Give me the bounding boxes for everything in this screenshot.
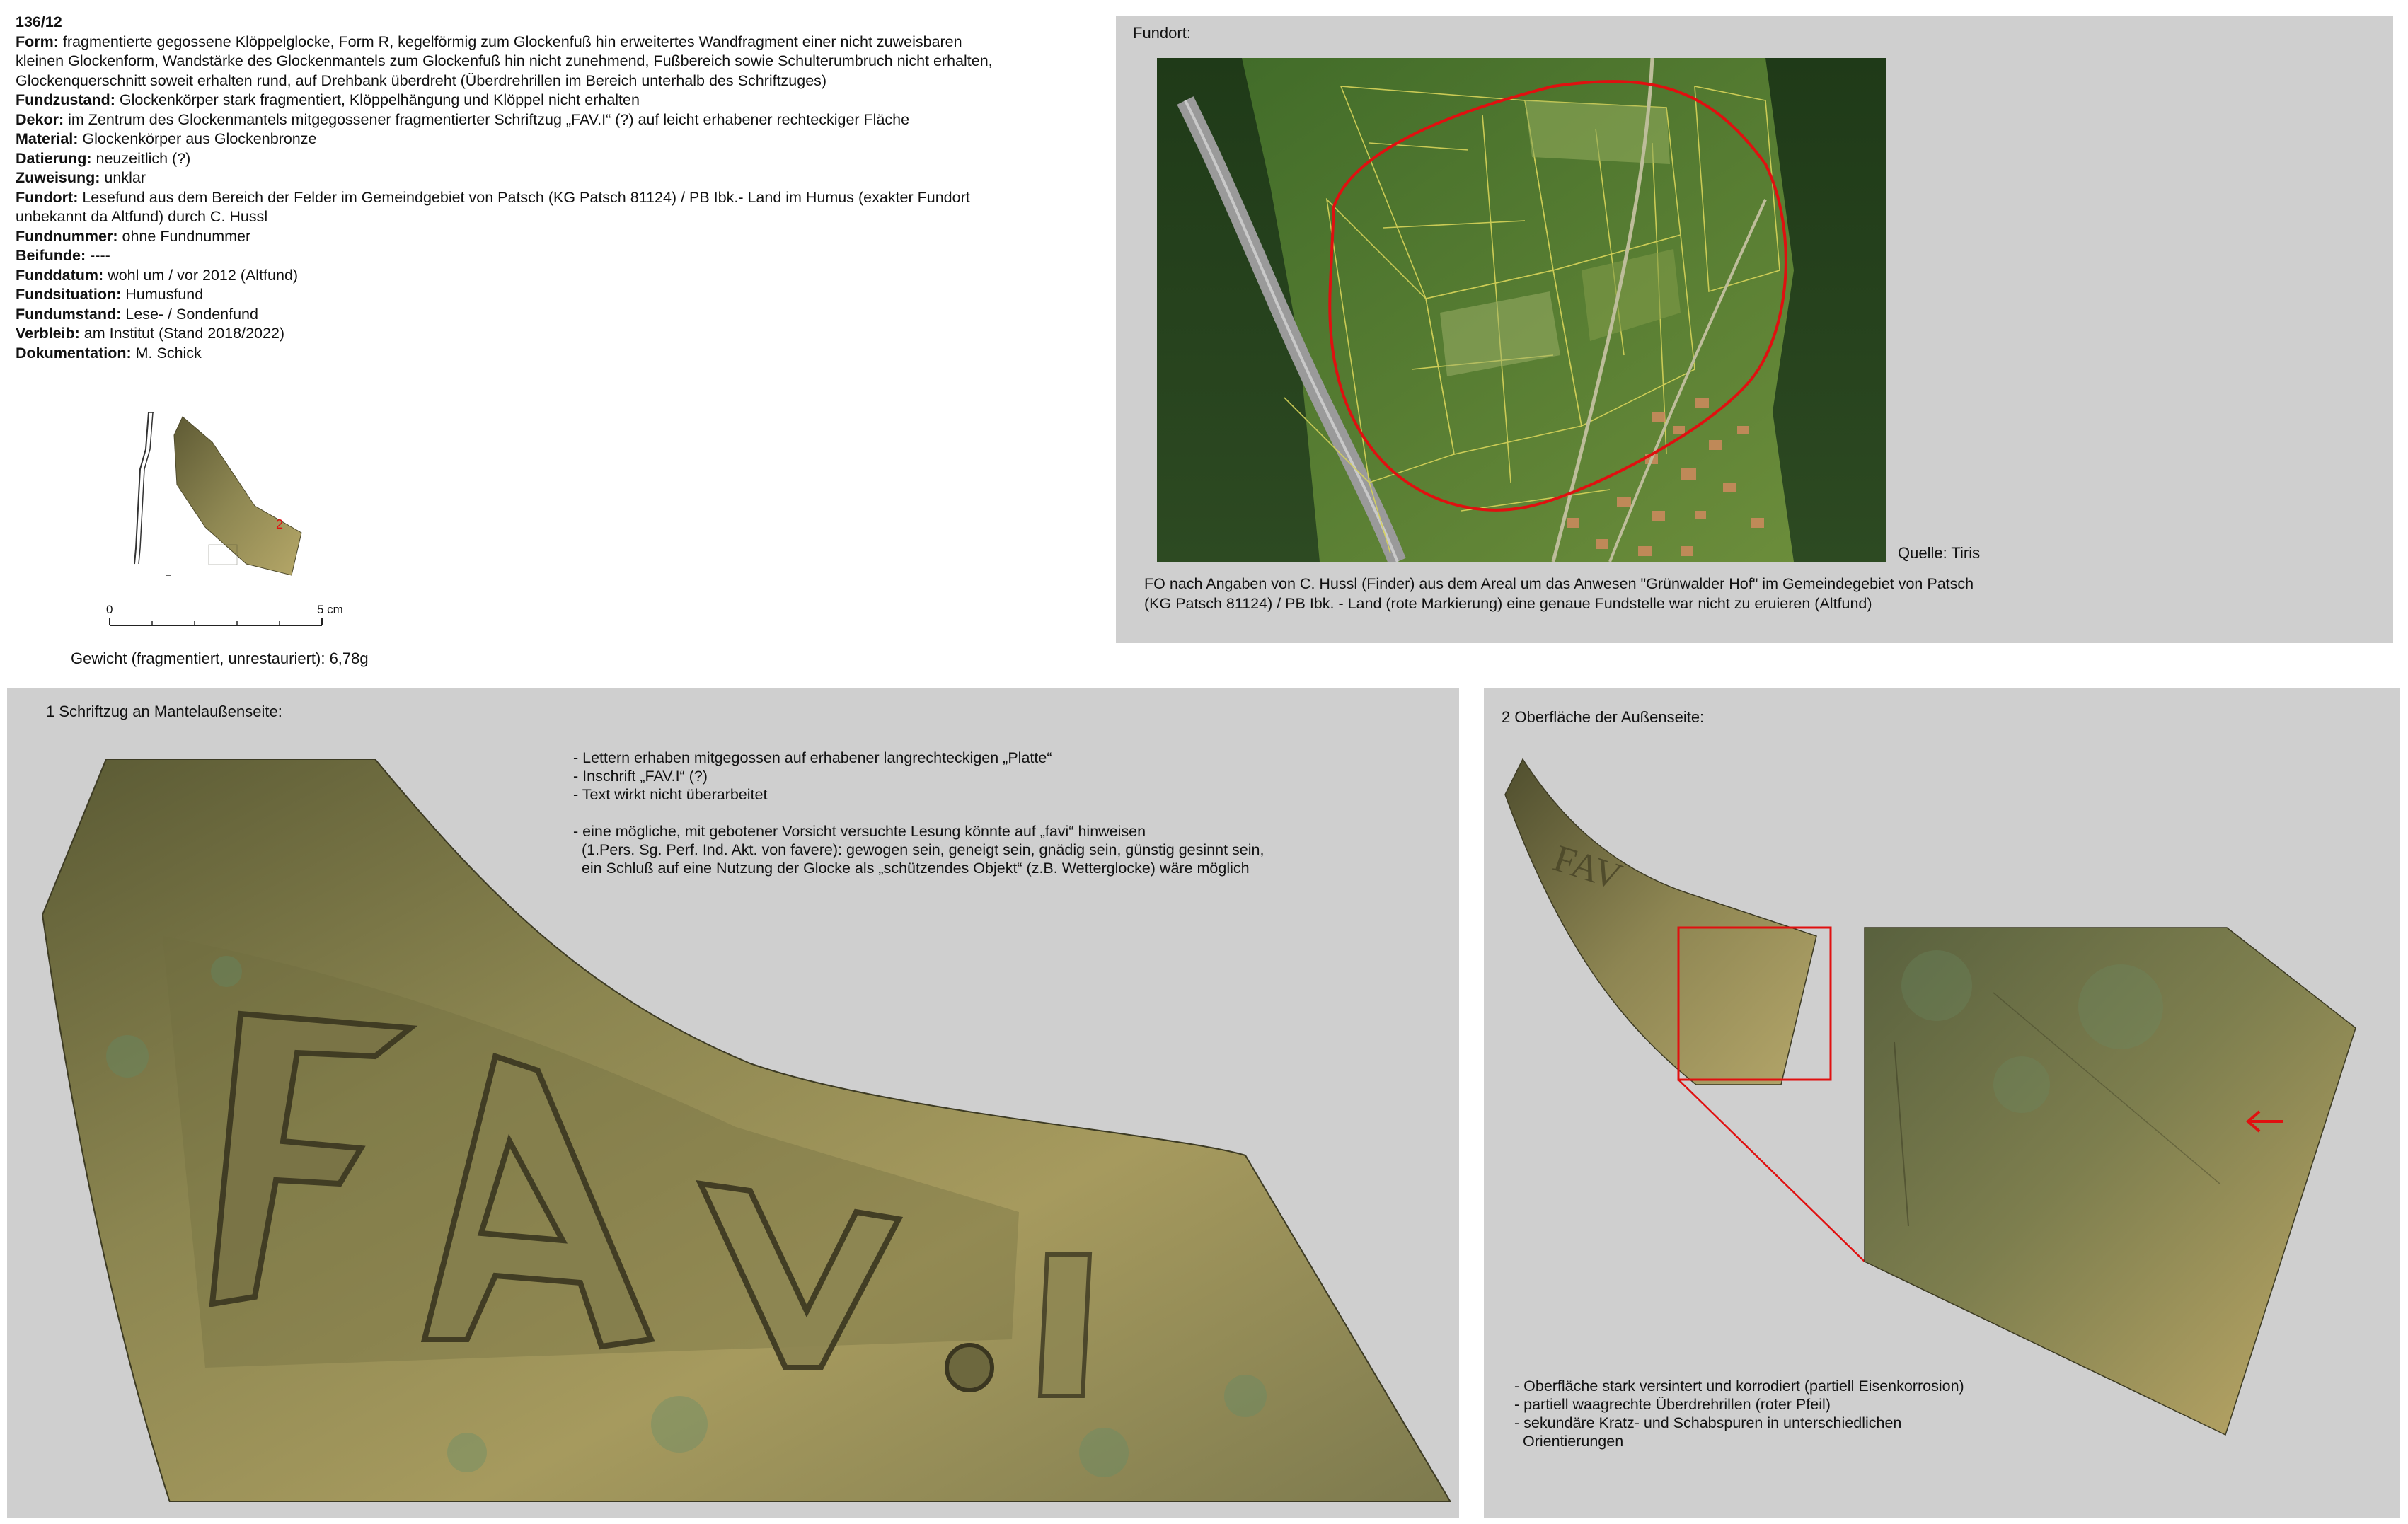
aerial-map-image (1157, 58, 1886, 562)
inscription-note-line: - Text wirkt nicht überarbeitet (573, 786, 768, 803)
fragment-drawing (106, 407, 347, 594)
fragment-thumbnail (174, 417, 301, 575)
catalog-row-label: Funddatum: (16, 266, 104, 284)
catalog-row-text: Glockenkörper stark fragmentiert, Klöppelhängung und Klöppel nicht erhalten (119, 91, 640, 108)
catalog-row-label: Dokumentation: (16, 344, 132, 362)
weight-caption: Gewicht (fragmentiert, unrestauriert): 6,78g (71, 650, 369, 667)
inscription-panel-title: 1 Schriftzug an Mantelaußenseite: (46, 703, 282, 720)
inscription-notes (573, 749, 1264, 877)
catalog-row-text: wohl um / vor 2012 (Altfund) (108, 266, 299, 284)
surface-panel-title: 2 Oberfläche der Außenseite: (1502, 708, 1705, 726)
catalog-row (16, 246, 1077, 266)
catalog-row (16, 305, 1077, 325)
catalog-row-label: Zuweisung: (16, 169, 100, 186)
catalog-row (16, 91, 1077, 110)
catalog-row-text: unbekannt da Altfund) durch C. Hussl (16, 208, 268, 225)
catalog-row-label: Dekor: (16, 110, 64, 128)
catalog-entry (16, 13, 1077, 363)
catalog-row-text: M. Schick (135, 344, 202, 362)
map-panel-title: Fundort: (1133, 24, 1191, 42)
profile-outer-line (134, 412, 149, 564)
surface-panel (1484, 688, 2400, 1518)
inscription-note-line: (1.Pers. Sg. Perf. Ind. Akt. von favere): gewogen sein, geneigt sein, gnädig sein, günstig gesinnt sein, (573, 841, 1265, 858)
map-panel (1116, 16, 2393, 643)
catalog-row (16, 110, 1077, 130)
catalog-id: 136/12 (16, 13, 62, 30)
catalog-row (16, 33, 1077, 52)
catalog-row-label: Beifunde: (16, 247, 86, 264)
letter-dot (947, 1345, 992, 1390)
catalog-row-label: Material: (16, 130, 79, 147)
surface-note-line: - Oberfläche stark versintert und korrodiert (partiell Eisenkorrosion) (1514, 1378, 1964, 1395)
catalog-row-label: Fundzustand: (16, 91, 115, 108)
profile-inner-line (139, 412, 153, 564)
catalog-row-text: Lesefund aus dem Bereich der Felder im Gemeindgebiet von Patsch (KG Patsch 81124) / PB Ibk.- Land im Humus (exakter Fundort (82, 188, 970, 206)
catalog-row-label: Fundort: (16, 188, 79, 206)
svg-text:FAV: FAV (1548, 836, 1628, 899)
inscription-note-line: - Lettern erhaben mitgegossen auf erhabener langrechteckigen „Platte“ (573, 749, 1052, 766)
catalog-row-label: Fundnummer: (16, 227, 118, 245)
catalog-row (16, 149, 1077, 169)
catalog-row (16, 285, 1077, 305)
catalog-row (16, 324, 1077, 344)
catalog-row-text: kleinen Glockenform, Wandstärke des Glockenmantels zum Glockenfuß hin nicht zunehmend, Fußbereich sowie Schulterumbruch nicht erhalten, (16, 52, 993, 69)
catalog-row-text: im Zentrum des Glockenmantels mitgegossener fragmentierter Schriftzug „FAV.I“ (?) auf leicht erhabener rechteckiger Fläche (68, 110, 910, 128)
catalog-row-text: ohne Fundnummer (122, 227, 251, 245)
catalog-row-label: Fundsituation: (16, 286, 122, 303)
catalog-row-label: Form: (16, 33, 59, 50)
catalog-row-label: Fundumstand: (16, 305, 122, 323)
map-source: Quelle: Tiris (1898, 544, 1981, 562)
catalog-rows (16, 33, 1077, 364)
catalog-row-text: Lese- / Sondenfund (125, 305, 258, 323)
catalog-row-text: unklar (104, 169, 146, 186)
surface-note-line: - partiell waagrechte Überdrehrillen (roter Pfeil) (1514, 1396, 1831, 1413)
catalog-row (16, 71, 1077, 91)
catalog-row-text: am Institut (Stand 2018/2022) (83, 325, 285, 342)
letter-i (1040, 1254, 1090, 1396)
catalog-row (16, 52, 1077, 71)
catalog-row (16, 168, 1077, 188)
scale-end-label: 5 cm (317, 603, 343, 616)
catalog-row-label: Datierung: (16, 149, 92, 167)
inscription-note-line: ein Schluß auf eine Nutzung der Glocke als „schützendes Objekt“ (z.B. Wetterglocke) wäre möglich (573, 860, 1250, 877)
scale-start-label: 0 (106, 603, 113, 616)
surface-note-line: - sekundäre Kratz- und Schabspuren in unterschiedlichen (1514, 1414, 1902, 1431)
surface-notes (1514, 1377, 1964, 1450)
fragment-marker: 2 (276, 517, 284, 531)
catalog-row (16, 227, 1077, 247)
catalog-row-text: ---- (90, 247, 110, 264)
surface-note-line: Orientierungen (1514, 1433, 1624, 1450)
catalog-row (16, 266, 1077, 286)
catalog-row (16, 188, 1077, 208)
map-caption-line2: (KG Patsch 81124) / PB Ibk. - Land (rote Markierung) eine genaue Fundstelle war nicht zu eruieren (Altfund) (1144, 595, 1872, 612)
catalog-row-text: fragmentierte gegossene Klöppelglocke, Form R, kegelförmig zum Glockenfuß hin erweitertes Wandfragment einer nicht zuweisbaren (62, 33, 962, 50)
scale-bar (99, 603, 354, 645)
catalog-row-text: neuzeitlich (?) (96, 149, 191, 167)
catalog-row-text: Glockenkörper aus Glockenbronze (82, 130, 317, 147)
zoom-connector-line (1678, 1080, 1865, 1262)
catalog-row-label: Verbleib: (16, 325, 80, 342)
inscription-note-line (573, 804, 1264, 822)
inscription-panel (7, 688, 1459, 1518)
map-caption-line1: FO nach Angaben von C. Hussl (Finder) aus dem Areal um das Anwesen "Grünwalder Hof" im Gemeindegebiet von Patsch (1144, 575, 1974, 592)
catalog-row-text: Humusfund (125, 286, 204, 303)
fragment-overview-photo (1505, 759, 1816, 1085)
inscription-note-line: - Inschrift „FAV.I“ (?) (573, 768, 708, 785)
catalog-row (16, 344, 1077, 364)
catalog-row (16, 129, 1077, 149)
catalog-row (16, 207, 1077, 227)
catalog-row-text: Glockenquerschnitt soweit erhalten rund, auf Drehbank überdreht (Überdrehrillen im Bereich unterhalb des Schriftzuges) (16, 71, 827, 89)
inscription-note-line: - eine mögliche, mit gebotener Vorsicht versuchte Lesung könnte auf „favi“ hinweisen (573, 823, 1146, 840)
